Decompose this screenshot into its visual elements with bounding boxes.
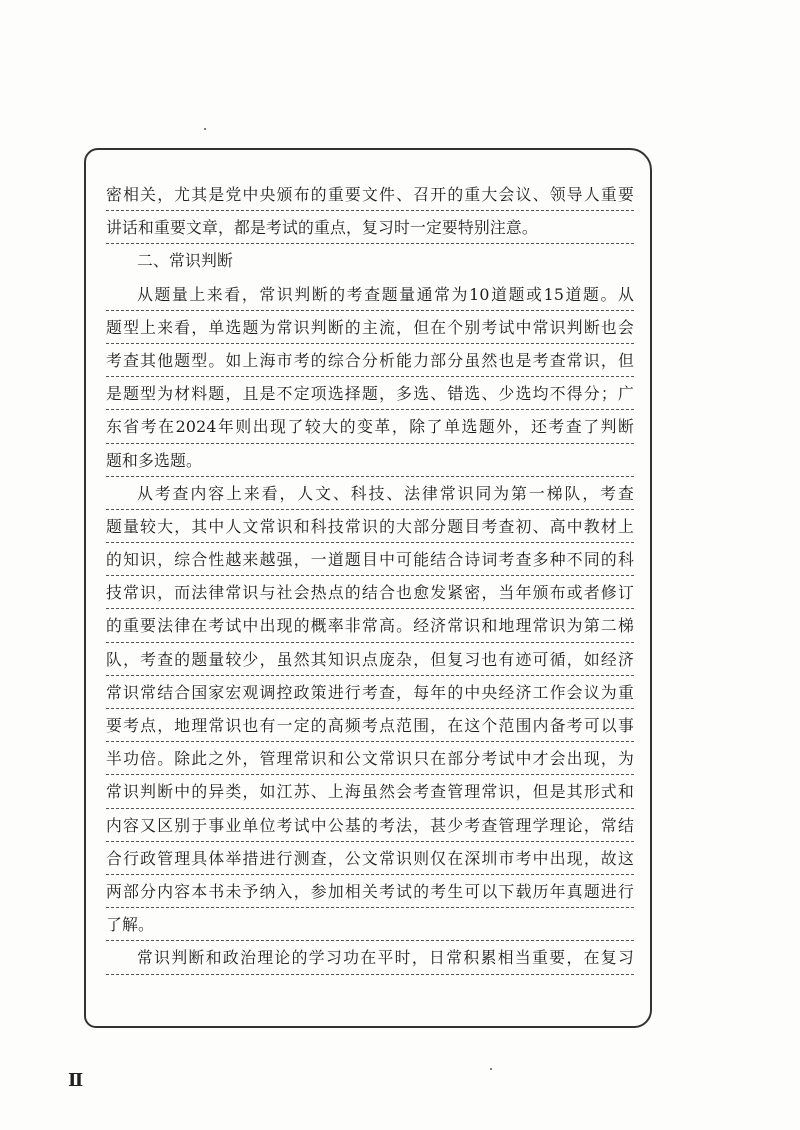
section-heading: 二、常识判断 xyxy=(137,251,233,271)
text-line: 要考点，地理常识也有一定的高频考点范围，在这个范围内备考可以事 xyxy=(106,711,634,744)
text-line: 技常识，而法律常识与社会热点的结合也愈发紧密，当年颁布或者修订 xyxy=(106,578,634,611)
text-line: 题量较大，其中人文常识和科技常识的大部分题目考查初、高中教材上 xyxy=(106,512,634,545)
text-line: 的重要法律在考试中出现的概率非常高。经济常识和地理常识为第二梯 xyxy=(106,611,634,644)
text-line: 东省考在2024年则出现了较大的变革，除了单选题外，还考查了判断 xyxy=(106,412,634,445)
text-line: 合行政管理具体举措进行测查，公文常识则仅在深圳市考中出现，故这 xyxy=(106,844,634,877)
text-line: 从考查内容上来看，人文、科技、法律常识同为第一梯队，考查 xyxy=(106,479,634,512)
text-line: 题型上来看，单选题为常识判断的主流，但在个别考试中常识判断也会 xyxy=(106,313,634,346)
scan-speck xyxy=(490,1068,492,1070)
text-line: 讲话和重要文章，都是考试的重点，复习时一定要特别注意。 xyxy=(106,213,634,246)
text-line: 题和多选题。 xyxy=(106,446,634,479)
text-line: 常识常结合国家宏观调控政策进行考查，每年的中央经济工作会议为重 xyxy=(106,678,634,711)
scan-speck xyxy=(204,128,206,130)
page-number: Ⅱ xyxy=(68,1070,84,1091)
text-line: 内容又区别于事业单位考试中公基的考法，甚少考查管理学理论，常结 xyxy=(106,811,634,844)
text-line: 是题型为材料题，且是不定项选择题，多选、错选、少选均不得分；广 xyxy=(106,379,634,412)
text-line: 半功倍。除此之外，管理常识和公文常识只在部分考试中才会出现，为 xyxy=(106,744,634,777)
text-line: 的知识，综合性越来越强，一道题目中可能结合诗词考查多种不同的科 xyxy=(106,545,634,578)
text-line: 密相关，尤其是党中央颁布的重要文件、召开的重大会议、领导人重要 xyxy=(106,180,634,213)
text-line: 考查其他题型。如上海市考的综合分析能力部分虽然也是考查常识，但 xyxy=(106,346,634,379)
text-line: 了解。 xyxy=(106,910,634,943)
page-body xyxy=(106,180,634,977)
text-line: 从题量上来看，常识判断的考查题量通常为10道题或15道题。从 xyxy=(106,280,634,313)
text-line: 常识判断中的异类，如江苏、上海虽然会考查管理常识，但是其形式和 xyxy=(106,777,634,810)
text-line: 队，考查的题量较少，虽然其知识点庞杂，但复习也有迹可循，如经济 xyxy=(106,645,634,678)
text-line: 常识判断和政治理论的学习功在平时，日常积累相当重要，在复习 xyxy=(106,943,634,976)
text-line: 两部分内容本书未予纳入，参加相关考试的考生可以下载历年真题进行 xyxy=(106,877,634,910)
